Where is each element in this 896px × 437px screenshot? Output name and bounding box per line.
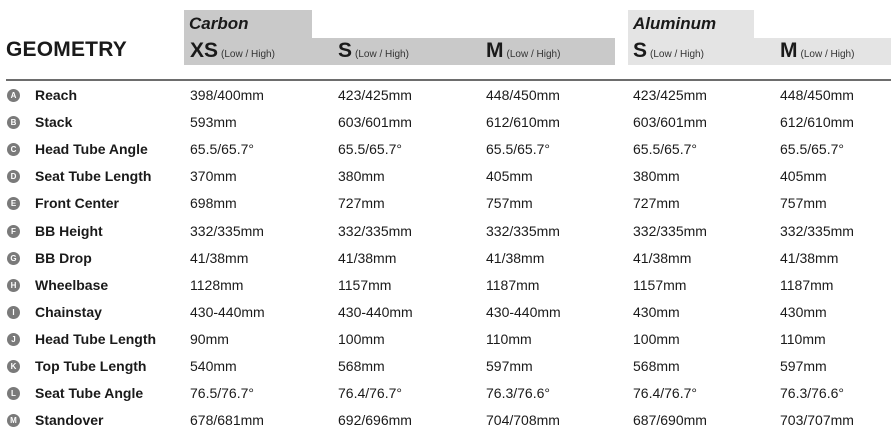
table-row [0,109,896,136]
table-cell: 332/335mm [486,222,560,239]
size-label: M [486,39,504,62]
table-cell: 398/400mm [190,87,264,103]
row-label: Standover [35,412,104,429]
table-cell: 405mm [780,168,827,185]
table-cell: 448/450mm [780,87,854,103]
row-letter-badge: M [7,414,20,427]
row-label: BB Drop [35,249,92,266]
table-row [0,380,896,407]
row-label: Head Tube Length [35,330,157,347]
table-cell: 76.4/76.7° [338,385,402,402]
table-row [0,326,896,353]
table-cell: 65.5/65.7° [633,141,697,158]
table-cell: 612/610mm [486,114,560,131]
table-cell: 568mm [633,358,680,374]
table-cell: 678/681mm [190,412,264,429]
size-header-aluminum-s [633,39,704,65]
table-row [0,82,896,109]
row-letter-badge: G [7,252,20,265]
table-cell: 430-440mm [190,303,265,320]
table-cell: 687/690mm [633,412,707,429]
size-note: (Low / High) [650,49,704,60]
table-row [0,245,896,272]
table-cell: 65.5/65.7° [780,141,844,158]
table-cell: 1157mm [338,276,392,293]
size-label: S [338,39,353,62]
row-letter-badge: E [7,197,20,210]
row-label: Seat Tube Length [35,168,152,185]
row-letter-badge: L [7,387,20,400]
table-cell: 692/696mm [338,412,412,429]
size-header-carbon-s [338,39,409,65]
table-cell: 727mm [338,195,385,212]
table-cell: 65.5/65.7° [486,141,550,158]
table-row [0,353,896,380]
size-header-carbon-xs [190,39,275,65]
table-cell: 757mm [486,195,533,212]
table-row [0,407,896,434]
group-label-aluminum: Aluminum [628,10,754,38]
row-letter-badge: H [7,279,20,292]
table-cell: 430-440mm [486,303,561,320]
table-cell: 1187mm [486,276,540,293]
header-divider [6,79,891,81]
table-cell: 332/335mm [780,222,854,239]
table-cell: 332/335mm [190,222,264,239]
table-row [0,272,896,299]
row-label: Wheelbase [35,276,109,293]
size-label: S [633,39,648,62]
size-label: XS [190,39,219,62]
row-letter-badge: C [7,143,20,156]
row-letter-badge: D [7,170,20,183]
table-cell: 430-440mm [338,303,413,320]
table-cell: 76.4/76.7° [633,385,697,402]
row-letter-badge: A [7,89,20,102]
row-label: Seat Tube Angle [35,385,144,402]
table-cell: 1128mm [190,276,244,293]
table-cell: 76.5/76.7° [190,385,254,402]
size-note: (Low / High) [221,49,275,60]
table-cell: 597mm [780,358,827,374]
table-cell: 612/610mm [780,114,854,131]
table-cell: 430mm [780,303,827,320]
table-cell: 448/450mm [486,87,560,103]
table-cell: 110mm [486,330,532,347]
table-cell: 332/335mm [338,222,412,239]
size-label: M [780,39,798,62]
table-cell: 698mm [190,195,237,212]
table-row [0,299,896,326]
table-cell: 423/425mm [633,87,707,103]
table-cell: 41/38mm [190,249,249,266]
table-cell: 41/38mm [338,249,397,266]
table-cell: 76.3/76.6° [486,385,550,402]
table-row [0,218,896,245]
table-row [0,136,896,163]
table-cell: 370mm [190,168,237,185]
row-letter-badge: B [7,116,20,129]
row-label: Stack [35,114,73,131]
table-cell: 100mm [338,330,385,347]
row-label: Reach [35,87,78,103]
table-cell: 65.5/65.7° [190,141,254,158]
row-label: Chainstay [35,303,102,320]
table-cell: 1187mm [780,276,834,293]
table-cell: 332/335mm [633,222,707,239]
table-cell: 405mm [486,168,533,185]
table-cell: 423/425mm [338,87,412,103]
row-label: Head Tube Angle [35,141,148,158]
table-cell: 703/707mm [780,412,854,429]
group-label-carbon: Carbon [184,10,312,38]
table-cell: 727mm [633,195,680,212]
table-cell: 41/38mm [486,249,545,266]
table-cell: 41/38mm [780,249,839,266]
row-label: Top Tube Length [35,358,147,374]
table-cell: 540mm [190,358,237,374]
table-cell: 1157mm [633,276,687,293]
row-letter-badge: J [7,333,20,346]
size-note: (Low / High) [355,49,409,60]
row-letter-badge: F [7,225,20,238]
size-note: (Low / High) [800,49,855,60]
row-letter-badge: I [7,306,20,319]
table-title: GEOMETRY [6,38,127,61]
table-cell: 704/708mm [486,412,560,429]
table-cell: 100mm [633,330,680,347]
row-letter-badge: K [7,360,20,373]
table-cell: 41/38mm [633,249,692,266]
size-header-aluminum-m [780,39,854,65]
table-row [0,163,896,190]
row-label: BB Height [35,222,103,239]
table-cell: 76.3/76.6° [780,385,844,402]
table-cell: 603/601mm [633,114,707,131]
table-cell: 65.5/65.7° [338,141,402,158]
size-note: (Low / High) [506,49,561,60]
table-cell: 380mm [338,168,385,185]
table-cell: 110mm [780,330,826,347]
size-header-carbon-m [486,39,560,65]
table-cell: 603/601mm [338,114,412,131]
table-cell: 568mm [338,358,385,374]
table-cell: 380mm [633,168,680,185]
table-cell: 430mm [633,303,680,320]
table-cell: 90mm [190,330,229,347]
table-cell: 593mm [190,114,237,131]
table-row [0,190,896,217]
row-label: Front Center [35,195,119,212]
table-cell: 757mm [780,195,827,212]
table-cell: 597mm [486,358,533,374]
